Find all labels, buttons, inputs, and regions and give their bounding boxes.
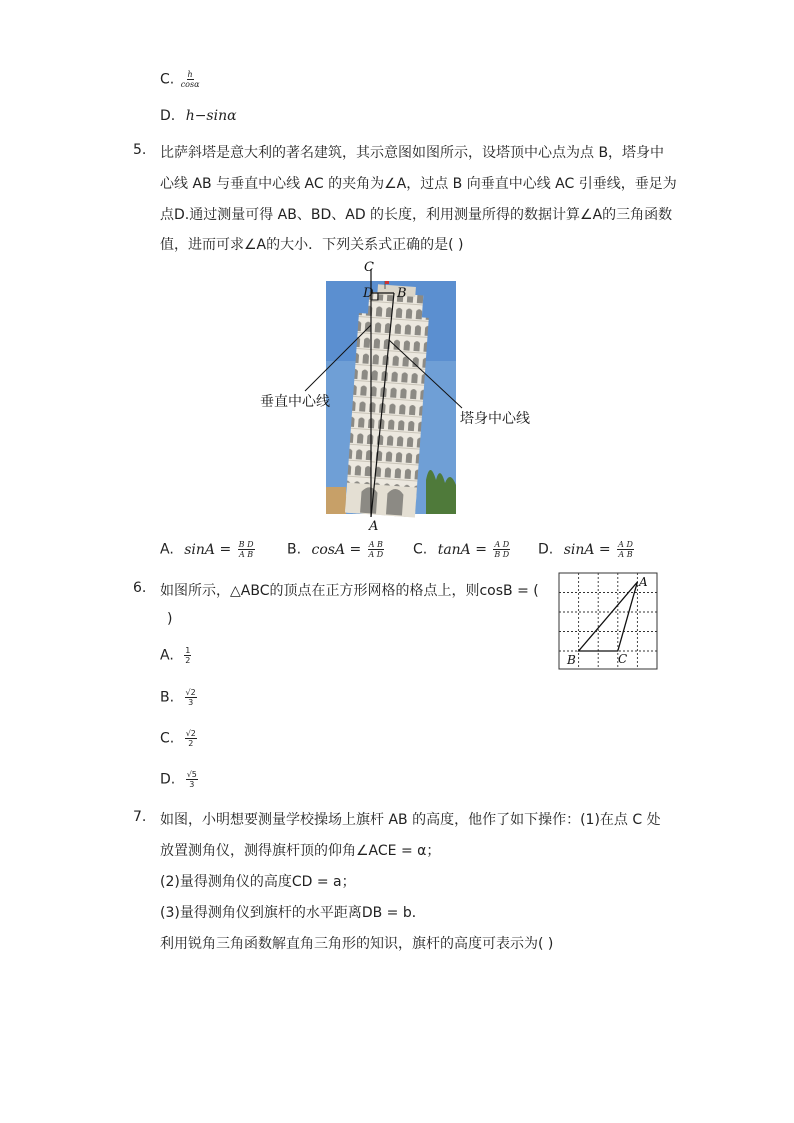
grid-label-c: C <box>618 652 628 666</box>
fraction <box>181 70 200 89</box>
question-text-line: 如图所示，△ABC的顶点在正方形网格的格点上，则cosB = ( <box>160 583 539 599</box>
numerator: A D <box>494 540 510 549</box>
denominator: A D <box>368 550 384 559</box>
label-d: D <box>363 286 374 301</box>
denominator: 3 <box>188 698 194 707</box>
question-text-line: (2)量得测角仪的高度CD = a； <box>160 874 356 890</box>
question-number: 6. <box>133 580 147 596</box>
question-text-line: (3)量得测角仪到旗杆的水平距离DB = b． <box>160 905 426 921</box>
question-text-line: 点D.通过测量可得 AB、BD、AD 的长度，利用测量所得的数据计算∠A的三角函数 <box>160 207 673 223</box>
option-label: C. <box>160 71 175 88</box>
q4-option-c[interactable] <box>160 70 200 89</box>
numerator: A D <box>618 540 633 549</box>
option-label: D. <box>160 771 176 788</box>
option-label: D. <box>160 108 176 124</box>
denominator: cosα <box>180 80 200 89</box>
question-text-line: 比萨斜塔是意大利的著名建筑，其示意图如图所示，设塔顶中心点为点 B，塔身中 <box>160 145 665 161</box>
fraction <box>493 540 510 559</box>
option-label: D. <box>538 541 554 558</box>
function-name: cosA <box>311 541 346 558</box>
numerator: 1 <box>185 646 191 655</box>
fraction <box>238 540 255 559</box>
fraction <box>185 688 197 707</box>
q5-option-b[interactable]: B. cosA = $\frac{\text{A B}}{\text{A D}}$ <box>287 540 384 559</box>
fraction <box>186 770 198 789</box>
numerator: B D <box>238 540 254 549</box>
grid-triangle-figure <box>556 570 662 676</box>
q4-option-d[interactable] <box>160 108 237 124</box>
fraction <box>184 646 191 665</box>
numerator: √5 <box>186 770 197 779</box>
function-name: sinA <box>184 541 216 558</box>
denominator: A B <box>618 550 633 559</box>
tower-center-line-label: 塔身中心线 <box>460 411 530 427</box>
option-label: A. <box>160 647 174 664</box>
vertical-center-line-label: 垂直中心线 <box>260 394 330 410</box>
option-label: C. <box>413 541 428 558</box>
grid-label-b: B <box>567 653 576 667</box>
option-label: B. <box>160 689 175 706</box>
q5-option-c[interactable]: C. tanA = $\frac{\text{A D}}{\text{B D}}$ <box>413 540 510 559</box>
numerator: √2 <box>185 729 196 738</box>
question-number: 5. <box>133 142 147 158</box>
question-text-line: 利用锐角三角函数解直角三角形的知识，旗杆的高度可表示为( ) <box>160 936 554 952</box>
q5-option-d[interactable]: D. sinA = $\frac{\text{A D}}{\text{A B}}$ <box>538 540 633 559</box>
question-text-line: 放置测角仪，测得旗杆顶的仰角∠ACE = α； <box>160 843 441 859</box>
grid-label-a: A <box>639 575 648 589</box>
numerator: √2 <box>185 688 196 697</box>
option-label: B. <box>287 541 302 558</box>
option-expression: h−sinα <box>185 108 237 124</box>
numerator: A B <box>368 540 383 549</box>
question-text-line: 如图，小明想要测量学校操场上旗杆 AB 的高度，他作了如下操作：(1)在点 C 处 <box>160 812 661 828</box>
denominator: 3 <box>189 780 195 789</box>
q5-option-a[interactable]: A. sinA = $\frac{\text{B D}}{\text{A B}}$ <box>160 540 254 559</box>
option-label: C. <box>160 730 175 747</box>
question-text-line: 心线 AB 与垂直中心线 AC 的夹角为∠A，过点 B 向垂直中心线 AC 引垂线，垂足为 <box>160 176 677 192</box>
label-a: A <box>369 519 379 534</box>
q6-option-d[interactable] <box>160 770 198 789</box>
question-text-line: 值，进而可求∠A的大小．下列关系式正确的是( ) <box>160 237 464 253</box>
fraction <box>185 729 197 748</box>
denominator: A B <box>238 550 254 559</box>
leaning-tower-figure <box>250 255 550 535</box>
q6-option-c[interactable] <box>160 729 197 748</box>
label-b: B <box>397 286 407 301</box>
function-name: tanA <box>437 541 471 558</box>
question-text-line: ) <box>167 611 173 627</box>
denominator: 2 <box>185 656 191 665</box>
q6-option-a[interactable] <box>160 646 191 665</box>
fraction <box>617 540 634 559</box>
numerator: h <box>187 70 193 79</box>
option-label: A. <box>160 541 174 558</box>
denominator: 2 <box>188 739 194 748</box>
denominator: B D <box>494 550 510 559</box>
function-name: sinA <box>563 541 595 558</box>
fraction <box>368 540 384 559</box>
q6-option-b[interactable] <box>160 688 197 707</box>
question-number: 7. <box>133 809 147 825</box>
label-c: C <box>364 260 374 275</box>
